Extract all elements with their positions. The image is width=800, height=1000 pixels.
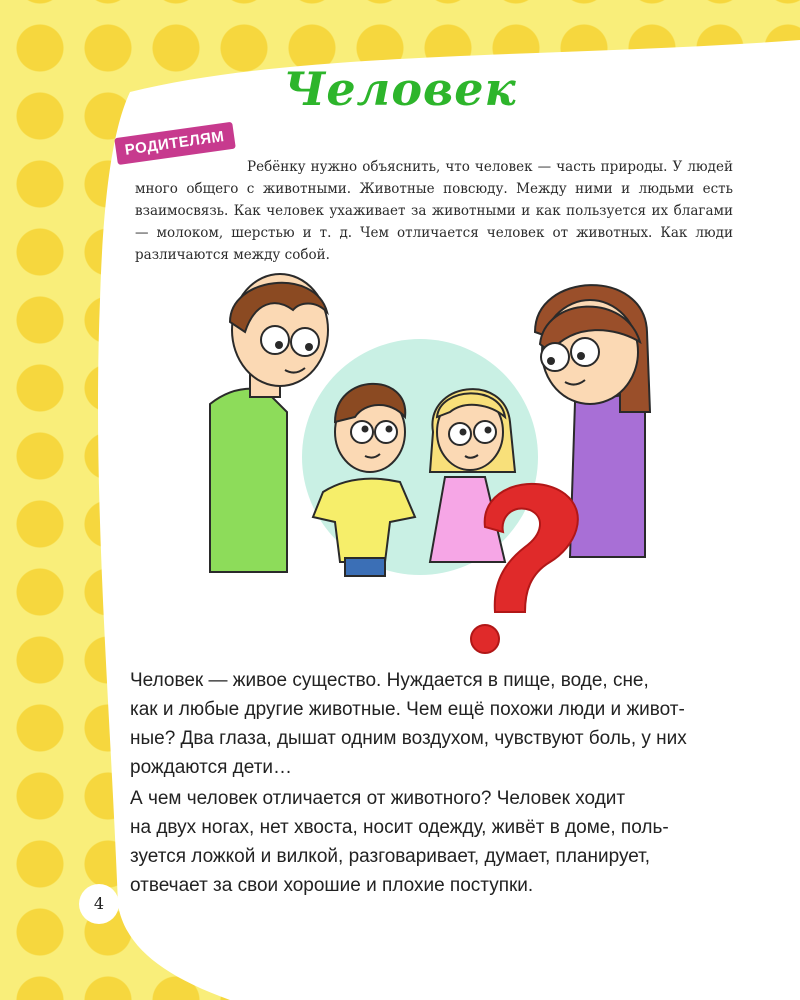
paragraph-line: Человек — живое существо. Нуждается в пище, воде, сне, (130, 670, 649, 691)
paragraph-line: как и любые другие животные. Чем ещё похожи люди и живот- (130, 699, 685, 720)
paragraph-line: отвечает за свои хорошие и плохие поступки. (130, 875, 534, 896)
paragraph-1 (130, 666, 730, 782)
paragraph-line: рождаются дети… (130, 757, 293, 778)
paragraph-2 (130, 784, 730, 900)
parents-note: Ребёнку нужно объяснить, что человек — часть природы. У людей много общего с животными. Животные повсюду. Между ними и людьми есть взаимосвязь. Как человек ухаживает за животными и как пользуется их благами — молоком, шерстью и т. д. Чем отличается человек от животных. Как люди различаются между собой. (135, 159, 733, 263)
paragraph-line: ные? Два глаза, дышат одним воздухом, чувствуют боль, у них (130, 728, 687, 749)
family-illustration (205, 272, 655, 657)
paragraph-line: А чем человек отличается от животного? Человек ходит (130, 788, 626, 809)
paragraph-line: на двух ногах, нет хвоста, носит одежду, живёт в доме, поль- (130, 817, 669, 838)
parents-badge: РОДИТЕЛЯМ (114, 122, 236, 165)
page-number: 4 (79, 884, 119, 924)
paragraph-line: зуется ложкой и вилкой, разговаривает, думает, планирует, (130, 846, 651, 867)
page-title: Человек (283, 62, 517, 116)
question-mark-icon (471, 484, 578, 653)
